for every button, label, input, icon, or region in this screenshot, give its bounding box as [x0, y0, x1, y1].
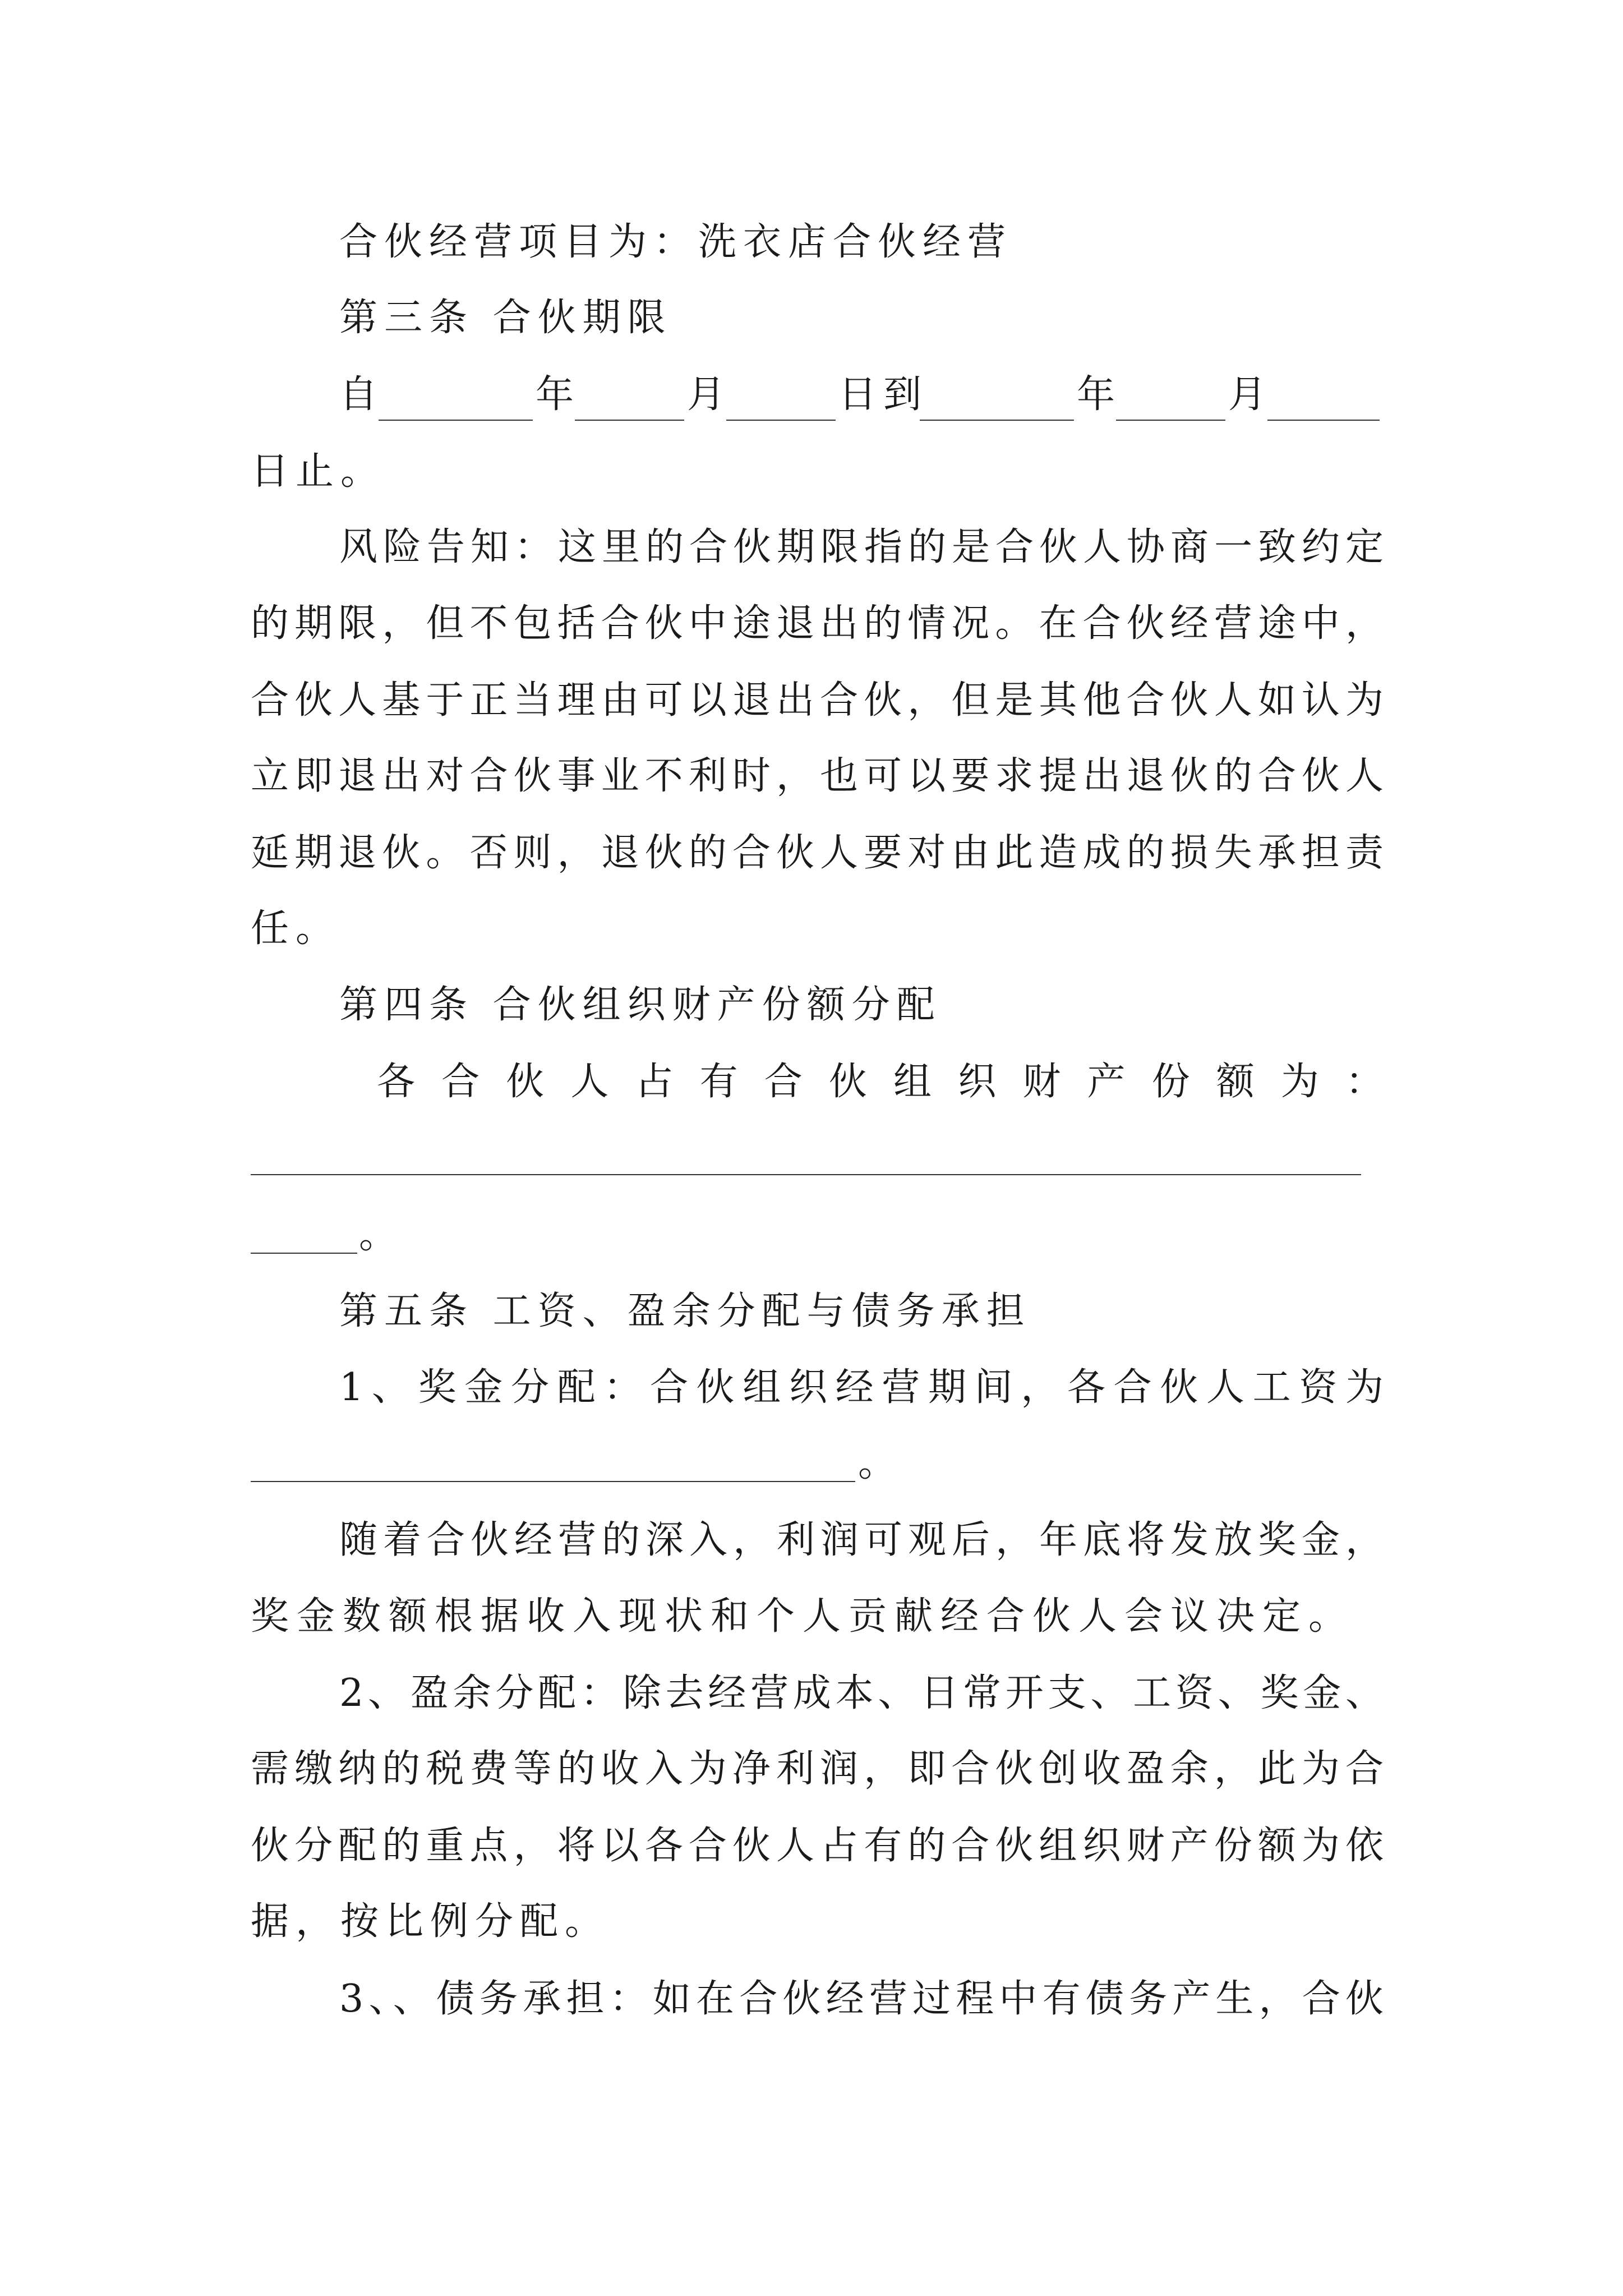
project-line: 合伙经营项目为：洗衣店合伙经营 — [339, 220, 1013, 264]
debt-line: 3、、债务承担：如在合伙经营过程中有债务产生，合伙 — [339, 1977, 1384, 2021]
period-month1: 月 — [687, 372, 726, 417]
period-year1: 年 — [536, 372, 574, 417]
risk-line-1: 风险告知：这里的合伙期限指的是合伙人协商一致约定 — [339, 525, 1384, 569]
blank-salary[interactable] — [251, 1481, 855, 1482]
blank-day-start[interactable] — [726, 420, 836, 421]
surplus-line-4: 据，按比例分配。 — [251, 1899, 610, 1944]
surplus-line-3: 伙分配的重点，将以各合伙人占有的合伙组织财产份额为依 — [251, 1824, 1384, 1868]
blank-share-line-end[interactable] — [251, 1253, 357, 1254]
risk-line-4: 立即退出对合伙事业不利时，也可以要求提出退伙的合伙人 — [251, 754, 1384, 798]
article-3-title: 第三条 合伙期限 — [339, 296, 672, 340]
surplus-line-1: 2、盈余分配：除去经营成本、日常开支、工资、奖金、 — [339, 1671, 1384, 1715]
period-month2: 月 — [1228, 372, 1267, 417]
blank-month-start[interactable] — [575, 420, 684, 421]
blank-share-line[interactable] — [251, 1174, 1361, 1175]
salary-end-mark: 。 — [858, 1441, 903, 1485]
blank-year-start[interactable] — [379, 420, 533, 421]
article-4-text: 各合伙人占有合伙组织财产份额为： — [377, 1060, 1384, 1104]
article-5-title: 第五条 工资、盈余分配与债务承担 — [339, 1289, 1031, 1333]
period-day1: 日到 — [838, 372, 929, 417]
blank-year-end[interactable] — [920, 420, 1074, 421]
risk-line-6: 任。 — [251, 907, 341, 951]
period-line — [339, 372, 1384, 421]
period-year2: 年 — [1077, 372, 1115, 417]
bonus-line: 1、奖金分配：合伙组织经营期间，各合伙人工资为 — [339, 1365, 1384, 1410]
bonus-text-2: 奖金数额根据收入现状和个人贡献经合伙人会议决定。 — [251, 1594, 1355, 1639]
risk-line-2: 的期限，但不包括合伙中途退出的情况。在合伙经营途中， — [251, 601, 1384, 646]
risk-line-5: 延期退伙。否则，退伙的合伙人要对由此造成的损失承担责 — [251, 831, 1384, 875]
article-4-title: 第四条 合伙组织财产份额分配 — [339, 983, 942, 1027]
surplus-line-2: 需缴纳的税费等的收入为净利润，即合伙创收盈余，此为合 — [251, 1747, 1384, 1791]
risk-line-3: 合伙人基于正当理由可以退出合伙，但是其他合伙人如认为 — [251, 678, 1384, 723]
blank-day-end[interactable] — [1267, 420, 1380, 421]
bonus-text-1: 随着合伙经营的深入，利润可观后，年底将发放奖金， — [339, 1518, 1384, 1562]
share-end-mark: 。 — [359, 1213, 404, 1257]
period-from: 自 — [339, 372, 378, 417]
period-end: 日止。 — [251, 449, 386, 494]
blank-month-end[interactable] — [1116, 420, 1225, 421]
